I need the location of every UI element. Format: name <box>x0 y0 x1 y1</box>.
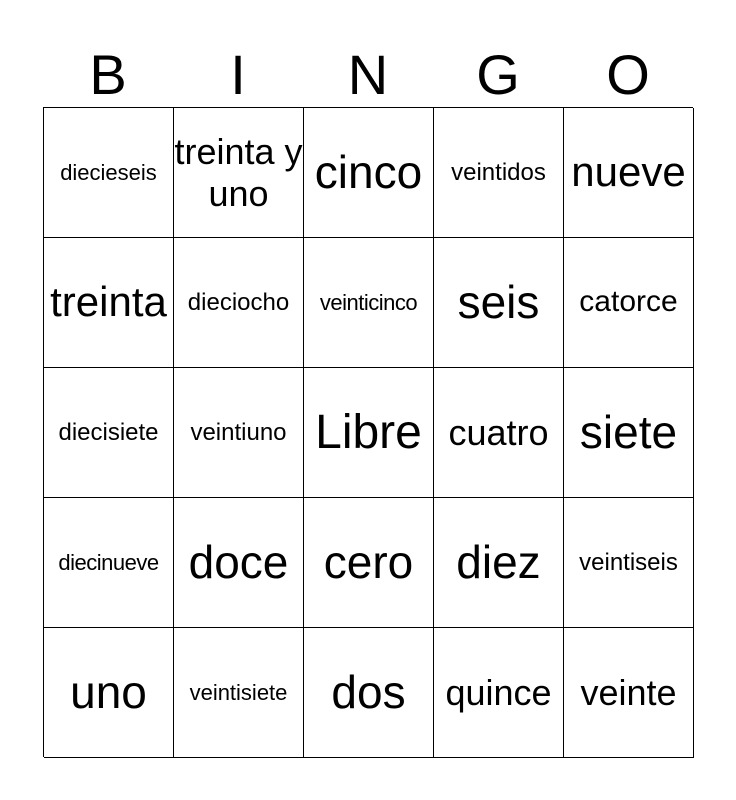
bingo-cell-r5-c5[interactable]: veinte <box>564 628 694 758</box>
bingo-cell-r4-c4[interactable]: diez <box>434 498 564 628</box>
bingo-board <box>43 107 693 757</box>
bingo-cell-r2-c3[interactable]: veinticinco <box>304 238 434 368</box>
bingo-cell-r2-c1[interactable]: treinta <box>44 238 174 368</box>
bingo-cell-r5-c4[interactable]: quince <box>434 628 564 758</box>
bingo-cell-r4-c3[interactable]: cero <box>304 498 434 628</box>
bingo-cell-r3-c2[interactable]: veintiuno <box>174 368 304 498</box>
bingo-cell-r5-c2[interactable]: veintisiete <box>174 628 304 758</box>
bingo-cell-r3-c5[interactable]: siete <box>564 368 694 498</box>
bingo-cell-r4-c5[interactable]: veintiseis <box>564 498 694 628</box>
bingo-header <box>43 44 693 106</box>
bingo-cell-r3-c1[interactable]: diecisiete <box>44 368 174 498</box>
bingo-cell-r1-c1[interactable]: diecieseis <box>44 108 174 238</box>
header-letter-g: G <box>476 43 520 106</box>
header-letter-b: B <box>89 43 127 106</box>
bingo-cell-r1-c2[interactable]: treinta y uno <box>174 108 304 238</box>
bingo-cell-r4-c2[interactable]: doce <box>174 498 304 628</box>
header-letter-o: O <box>606 43 650 106</box>
bingo-cell-r1-c4[interactable]: veintidos <box>434 108 564 238</box>
bingo-cell-r5-c1[interactable]: uno <box>44 628 174 758</box>
bingo-cell-r3-c3-free-space[interactable]: Libre <box>304 368 434 498</box>
bingo-cell-r1-c5[interactable]: nueve <box>564 108 694 238</box>
bingo-cell-r3-c4[interactable]: cuatro <box>434 368 564 498</box>
header-letter-n: N <box>347 43 389 106</box>
bingo-cell-r2-c2[interactable]: dieciocho <box>174 238 304 368</box>
bingo-cell-r1-c3[interactable]: cinco <box>304 108 434 238</box>
bingo-cell-r4-c1[interactable]: diecinueve <box>44 498 174 628</box>
header-letter-i: I <box>230 43 246 106</box>
bingo-cell-r2-c4[interactable]: seis <box>434 238 564 368</box>
bingo-cell-r2-c5[interactable]: catorce <box>564 238 694 368</box>
bingo-cell-r5-c3[interactable]: dos <box>304 628 434 758</box>
